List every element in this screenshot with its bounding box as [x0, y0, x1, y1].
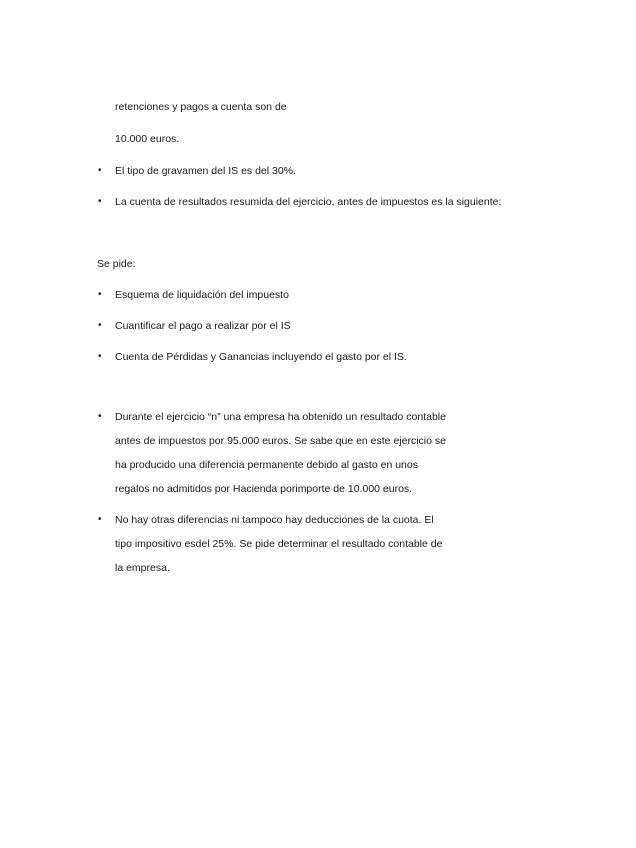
list-item: La cuenta de resultados resumida del ejercicio, antes de impuestos es la siguiente:: [115, 196, 502, 208]
list-item: El tipo de gravamen del IS es del 30%.: [115, 165, 296, 177]
bullet-icon: •: [98, 351, 102, 362]
list-item: Cuantificar el pago a realizar por el IS: [115, 320, 291, 332]
paragraph-line: No hay otras diferencias ni tampoco hay deducciones de la cuota. El: [115, 514, 434, 526]
paragraph-line: ha producido una diferencia permanente debido al gasto en unos: [115, 459, 418, 471]
paragraph-line: la empresa.: [115, 562, 170, 574]
bullet-icon: •: [98, 514, 102, 525]
paragraph-line: tipo impositivo esdel 25%. Se pide determinar el resultado contable de: [115, 538, 443, 550]
paragraph-line: Durante el ejercicio “n” una empresa ha obtenido un resultado contable: [115, 411, 446, 423]
bullet-icon: •: [98, 165, 102, 176]
bullet-icon: •: [98, 196, 102, 207]
list-item: Cuenta de Pérdidas y Ganancias incluyendo el gasto por el IS.: [115, 351, 407, 363]
bullet-icon: •: [98, 411, 102, 422]
intro-line-2: 10.000 euros.: [115, 133, 180, 145]
list-item: Esquema de liquidación del impuesto: [115, 289, 289, 301]
bullet-icon: •: [98, 320, 102, 331]
paragraph-line: regalos no admitidos por Hacienda porimporte de 10.000 euros.: [115, 483, 413, 495]
paragraph-line: antes de impuestos por 95.000 euros. Se sabe que en este ejercicio se: [115, 435, 446, 447]
section-heading: Se pide:: [97, 258, 136, 270]
bullet-icon: •: [98, 289, 102, 300]
intro-line-1: retenciones y pagos a cuenta son de: [115, 101, 287, 113]
